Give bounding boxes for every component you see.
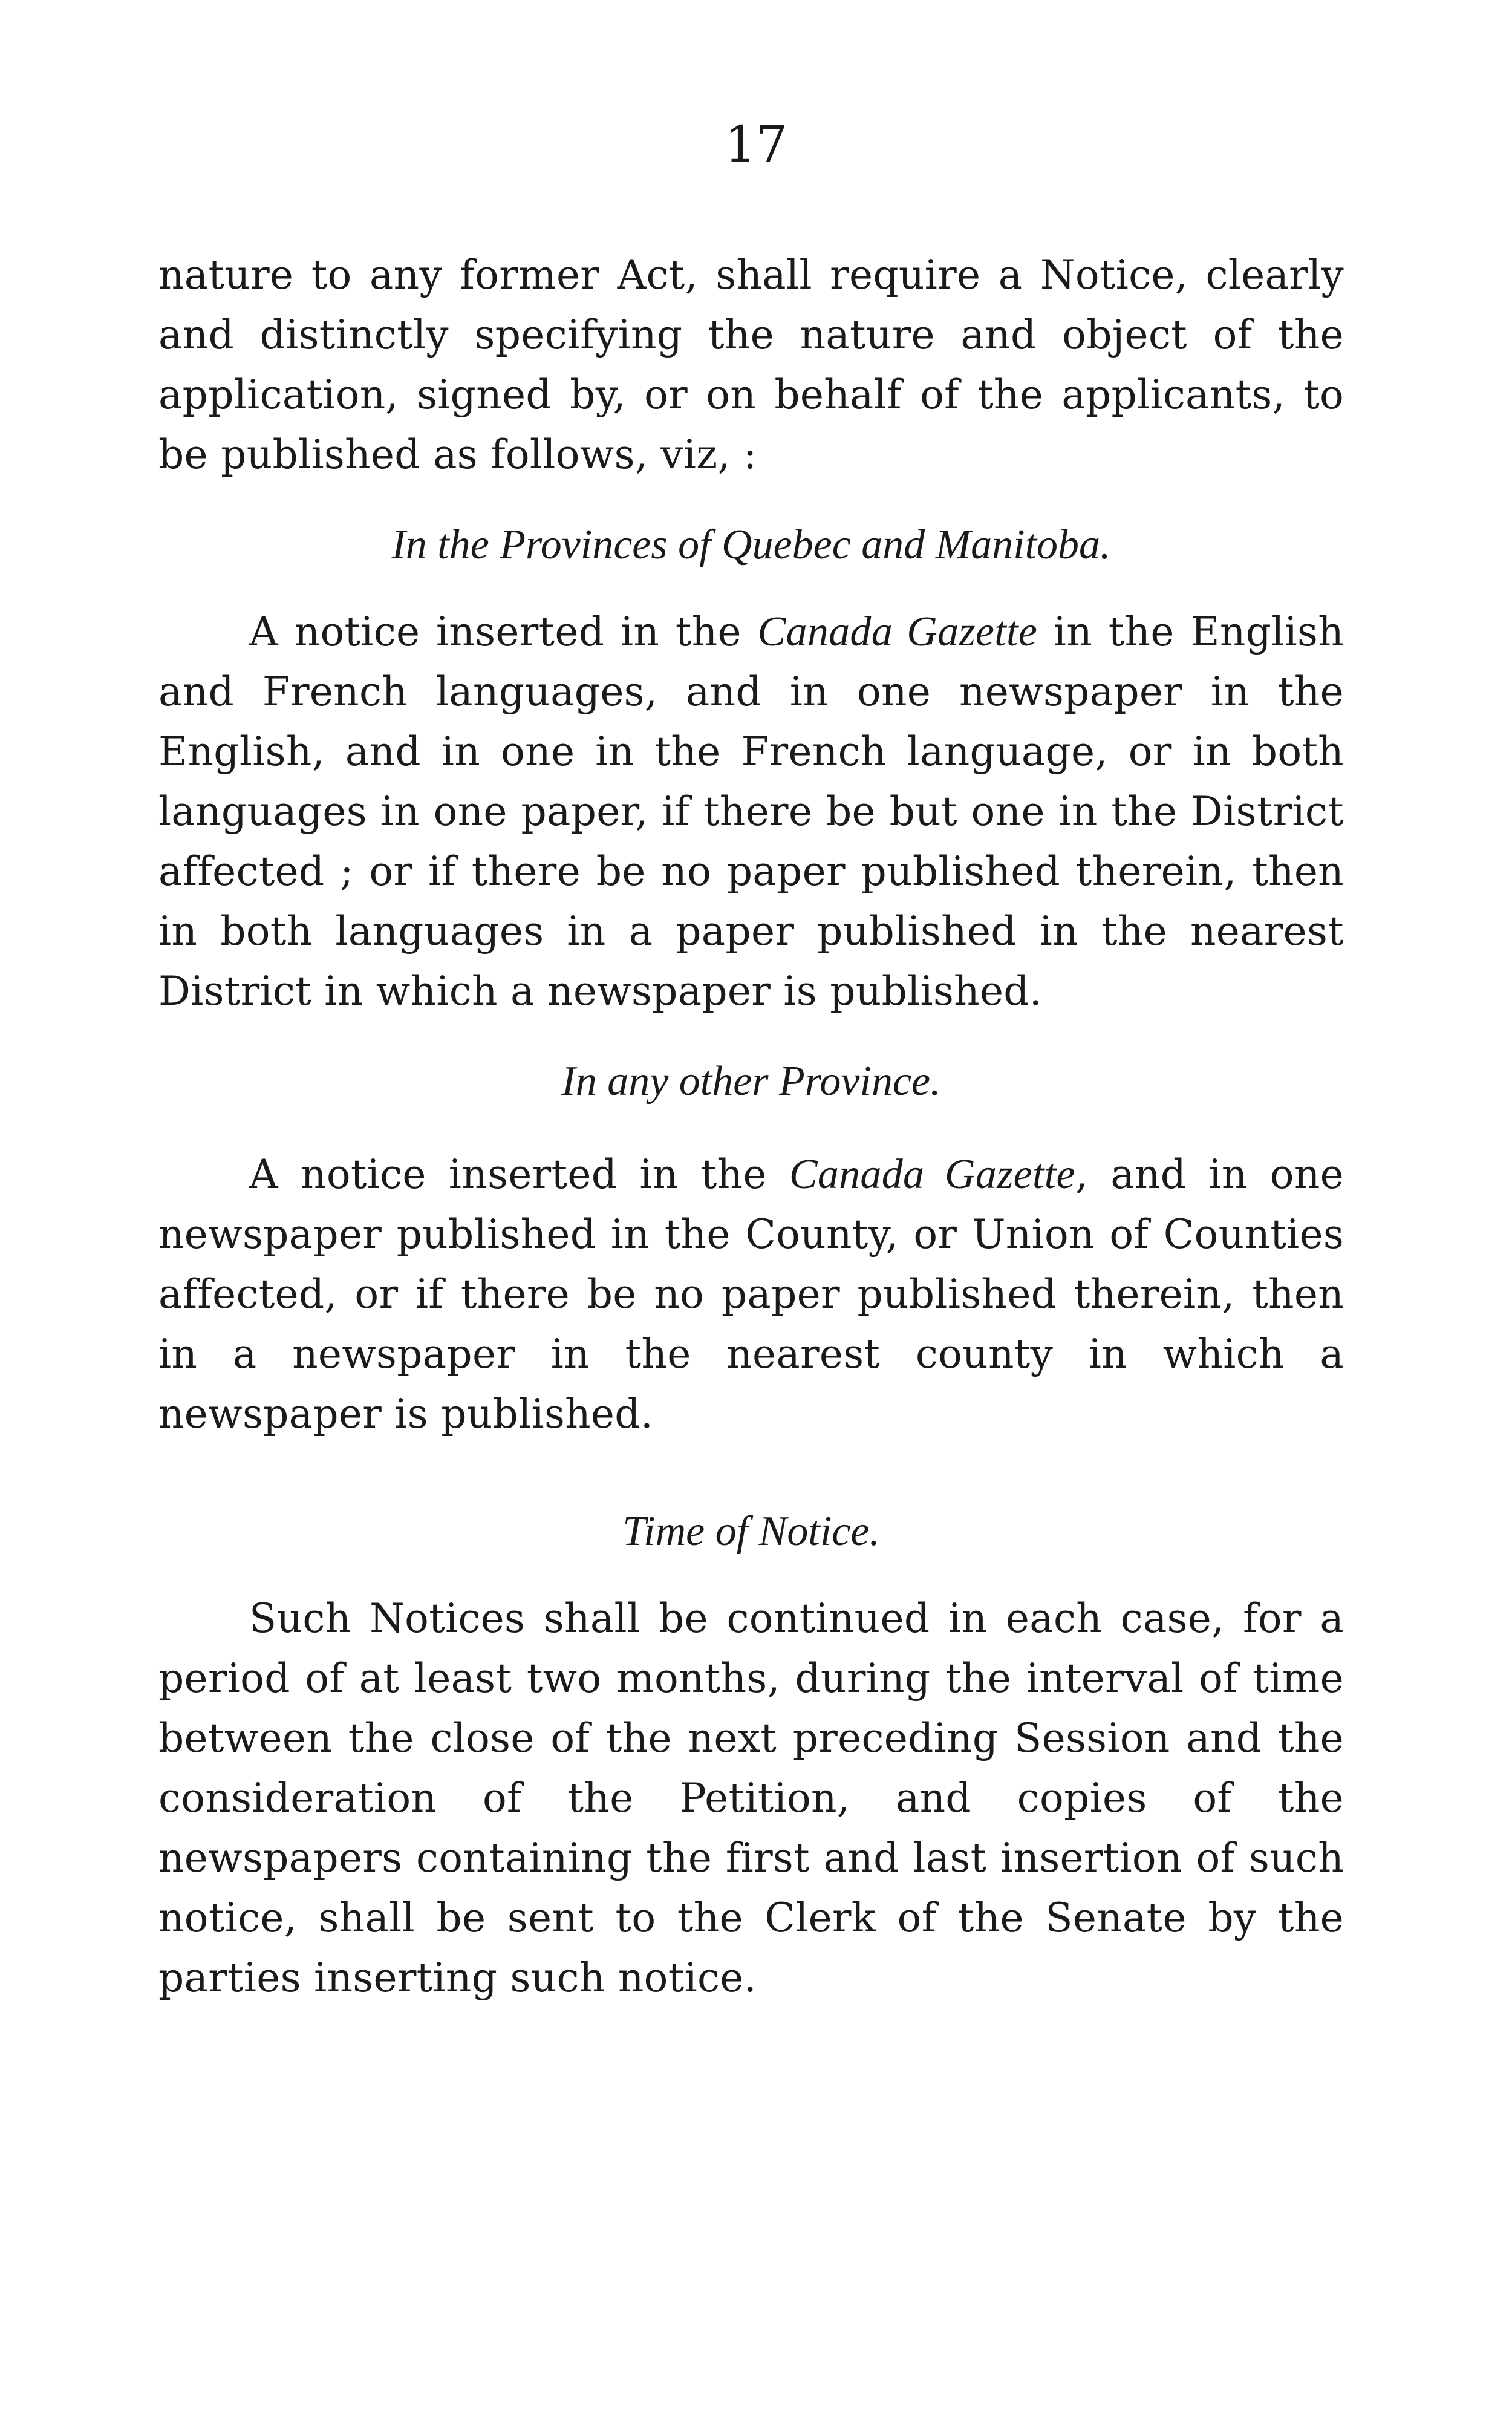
paragraph-text: A notice inserted in the (249, 609, 758, 655)
paragraph-text: in the English and French languages, and in one newspaper in the English, and in one in the French language, or in both languages in one paper, if there be but one in the District affected ; or if there be no paper published therein, then in both languages in a paper published in the nearest District in which a newspaper is published. (158, 609, 1344, 1014)
heading-time-of-notice: Time of Notice. (622, 1508, 880, 1555)
page-number: 17 (724, 116, 788, 174)
heading-quebec-manitoba: In the Provinces of Quebec and Manitoba. (391, 521, 1111, 568)
intro-paragraph: nature to any former Act, shall require a Notice, clearly and distinctly specifying the nature and object of the application, signed by, or on behalf of the applicants, to be published as follows, viz, : (158, 252, 1344, 478)
gazette-title: Canada Gazette (789, 1151, 1075, 1198)
paragraph-quebec-manitoba (158, 602, 1344, 1021)
gazette-title: Canada Gazette (757, 609, 1038, 655)
paragraph-time-of-notice: Such Notices shall be continued in each case, for a period of at least two months, during the interval of time between the close of the next preceding Session and the consideration of the Petition, and copies of the newspapers containing the first and last insertion of such notice, shall be sent to the Clerk of the Senate by the parties inserting such notice. (158, 1595, 1344, 2001)
heading-other-province: In any other Province. (561, 1058, 941, 1105)
page-body (158, 245, 1344, 2008)
paragraph-text: , and in one newspaper published in the County, or Union of Counties affected, or if there be no paper published therein, then in a newspaper in the nearest county in which a newspaper is published. (158, 1151, 1344, 1437)
paragraph-other-province (158, 1144, 1344, 1444)
paragraph-text: A notice inserted in the (249, 1151, 789, 1198)
